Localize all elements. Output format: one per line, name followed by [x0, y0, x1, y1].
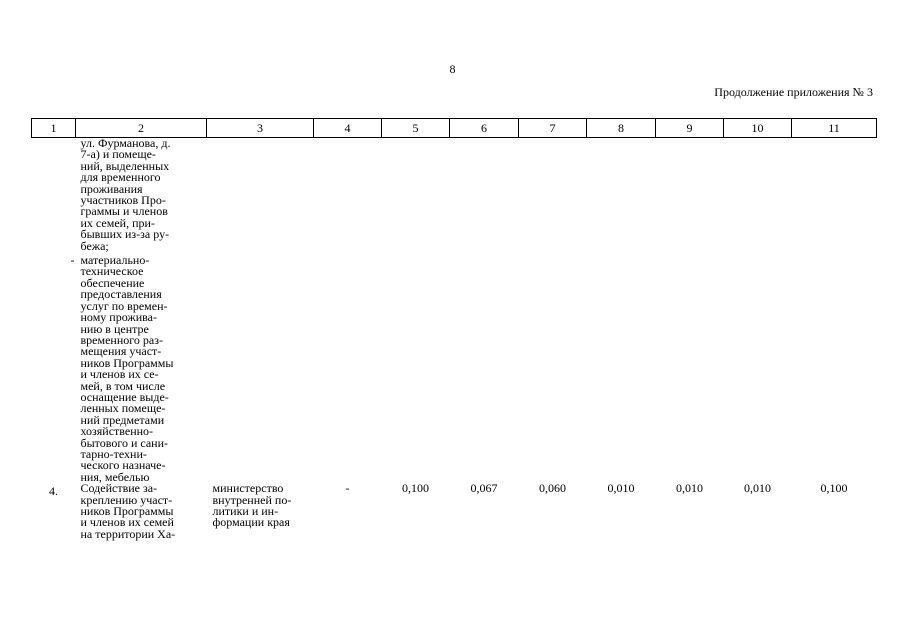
text-line: ников Программы: [80, 355, 174, 370]
row4-col11: 0,100: [820, 481, 848, 496]
text-line: бывших из-за ру-: [80, 227, 170, 242]
bullet-item: [70, 253, 207, 484]
text-line: их семей, при-: [80, 215, 155, 230]
text-line: материально-: [80, 253, 150, 268]
text-line: обеспечение: [80, 275, 145, 290]
text-line: мей, в том числе: [80, 378, 166, 393]
text-line: ников Программы: [80, 504, 174, 518]
text-line: креплению участ-: [80, 492, 173, 507]
text-line: услуг по времен-: [80, 298, 168, 313]
text-line: временного раз-: [80, 332, 163, 347]
text-line: для временного: [80, 170, 161, 185]
page-number: 8: [449, 62, 456, 76]
table-row-4: [32, 483, 877, 540]
text-line: ленных помеще-: [80, 401, 166, 416]
column-header-9: 9: [656, 119, 724, 138]
column-header-11: 11: [792, 119, 877, 138]
text-line: проживания: [80, 181, 143, 196]
row4-col10: 0,010: [744, 481, 771, 496]
row4-executor: [207, 483, 314, 540]
text-line: граммы и членов: [80, 204, 168, 219]
text-line: ул. Фурманова, д.: [80, 136, 171, 150]
column-header-2: 2: [76, 119, 207, 138]
column-header-4: 4: [314, 119, 382, 138]
continued-row: [32, 138, 877, 484]
text-line: ческого назначе-: [80, 458, 166, 473]
text-line: и членов их семей: [80, 515, 174, 530]
row4-col6: 0,067: [470, 481, 498, 496]
text-line: оснащение выде-: [80, 389, 169, 404]
text-line: мещения участ-: [80, 344, 162, 359]
bullet-marker: -: [70, 253, 75, 268]
text-line: ному прожива-: [80, 310, 157, 325]
text-line: внутренней по-: [212, 492, 292, 507]
text-line: предоставления: [80, 287, 162, 302]
row-number: 4.: [49, 484, 58, 499]
text-line: Содействие за-: [80, 481, 158, 496]
text-line: хозяйственно-: [80, 424, 154, 439]
text-line: бежа;: [80, 238, 109, 253]
text-line: тарно-техни-: [80, 446, 147, 461]
column-header-7: 7: [519, 119, 587, 138]
continued-text: [81, 138, 207, 252]
text-line: техническое: [80, 264, 144, 279]
row4-col8: 0,010: [607, 481, 635, 496]
text-line: ний предметами: [80, 412, 165, 427]
row4-activity: [76, 483, 207, 540]
text-line: на территории Ха-: [80, 526, 176, 541]
text-line: ний, выделенных: [80, 158, 170, 173]
continued-activity-cell: [70, 136, 207, 484]
text-line: участников Про-: [80, 193, 166, 208]
appendix-table: [31, 118, 877, 540]
row4-col7: 0,060: [539, 481, 566, 496]
row4-col9: 0,010: [676, 481, 703, 496]
text-line: министерство: [212, 481, 284, 496]
text-line: бытового и сани-: [80, 435, 169, 450]
bullet-text: [81, 255, 207, 483]
text-line: ния, мебелью: [80, 469, 150, 484]
row4-col4: -: [345, 481, 350, 496]
text-line: формации края: [212, 515, 290, 530]
text-line: нию в центре: [80, 321, 149, 336]
text-line: литики и ин-: [212, 504, 279, 518]
column-header-5: 5: [382, 119, 450, 138]
column-header-10: 10: [724, 119, 792, 138]
column-header-8: 8: [587, 119, 656, 138]
continuation-label: Продолжение приложения № 3: [714, 85, 873, 99]
text-line: 7-а) и помеще-: [80, 147, 156, 162]
column-header-6: 6: [450, 119, 519, 138]
column-number-header-row: [32, 119, 877, 138]
text-line: и членов их се-: [80, 367, 159, 382]
column-header-3: 3: [207, 119, 314, 138]
row4-col5: 0,100: [402, 481, 429, 496]
column-header-1: 1: [32, 119, 76, 138]
